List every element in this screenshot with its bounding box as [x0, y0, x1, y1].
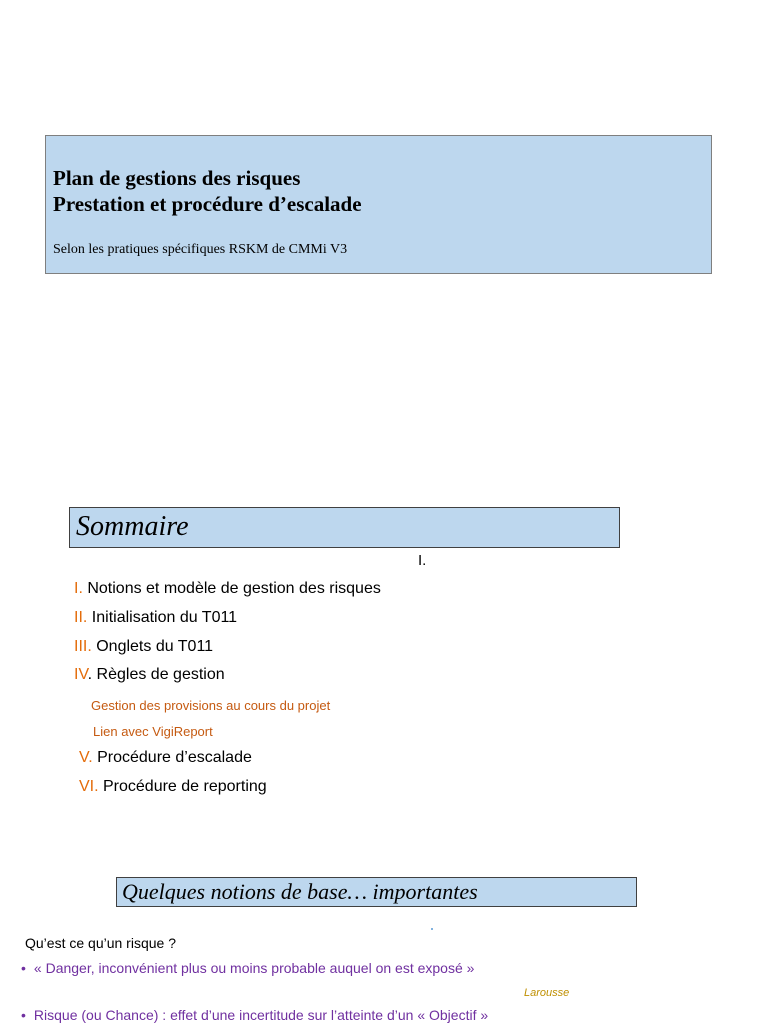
document-reference: Selon les pratiques spécifiques RSKM de CMMi V3	[53, 242, 348, 257]
definition-bullet-2	[21, 1007, 488, 1023]
document-subtitle: Prestation et procédure d’escalade	[53, 192, 362, 216]
toc-item-label: . Règles de gestion	[87, 666, 225, 683]
toc-item-number: II.	[74, 609, 88, 626]
toc-item-4	[74, 666, 225, 684]
toc-item-label: Onglets du T011	[91, 638, 214, 655]
toc-item-label: Procédure de reporting	[98, 778, 267, 795]
toc-item-5	[79, 749, 252, 767]
toc-item-number: IV	[74, 666, 88, 683]
toc-item-label: Notions et modèle de gestion des risques	[82, 580, 381, 597]
toc-item-3	[74, 638, 213, 656]
toc-subitem-1: Gestion des provisions au cours du projet	[91, 698, 331, 713]
definition-bullet-1	[21, 960, 474, 976]
notions-heading: Quelques notions de base… importantes	[122, 879, 478, 904]
definition-text: « Danger, inconvénient plus ou moins probable auquel on est exposé »	[33, 960, 475, 976]
toc-item-6	[79, 778, 267, 796]
sommaire-heading-box	[69, 507, 620, 548]
bullet-icon: •	[21, 1007, 26, 1023]
definition-text: Risque (ou Chance) : effet d’une incertitude sur l’atteinte d’un « Objectif »	[33, 1007, 489, 1023]
risk-question: Qu’est ce qu’un risque ?	[25, 935, 176, 951]
toc-item-1	[74, 580, 381, 598]
stray-numeral: I.	[418, 552, 427, 569]
toc-item-label: Initialisation du T011	[87, 609, 238, 626]
stray-dot	[431, 928, 433, 930]
definition-source: Larousse	[524, 987, 570, 999]
toc-item-label: Procédure d’escalade	[92, 749, 252, 766]
toc-item-number: III.	[74, 638, 92, 655]
toc-item-number: V.	[79, 749, 93, 766]
notions-heading-box	[116, 877, 637, 907]
toc-item-number: I.	[74, 580, 83, 597]
toc-item-2	[74, 609, 237, 627]
title-block	[45, 135, 712, 274]
toc-item-number: VI.	[79, 778, 99, 795]
document-title: Plan de gestions des risques	[53, 166, 301, 190]
toc-subitem-2: Lien avec VigiReport	[93, 724, 213, 739]
sommaire-heading: Sommaire	[76, 511, 189, 542]
bullet-icon: •	[21, 960, 26, 976]
